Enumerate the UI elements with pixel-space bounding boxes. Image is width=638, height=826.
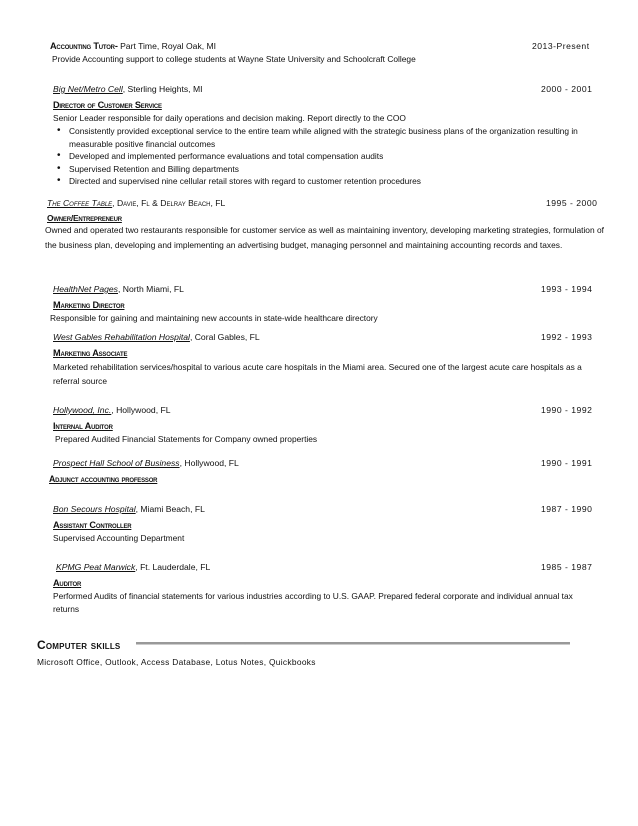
job-title: Owner/Entrepreneur	[47, 213, 122, 223]
job-description: Performed Audits of financial statements for various industries according to U.S. GAAP. Prepared federal corporate and individual annual tax returns	[53, 591, 573, 614]
job-header: Big Net/Metro Cell, Sterling Heights, MI	[53, 84, 203, 94]
job-dates: 1995 - 2000	[546, 198, 598, 208]
job-org: Accounting Tutor-	[50, 41, 118, 51]
bullet-item: • Directed and supervised nine cellular retail stores with regard to customer retention procedures	[55, 175, 615, 188]
job-org: The Coffee Table	[47, 198, 113, 208]
job-title: Director of Customer Service	[53, 100, 162, 110]
job-header: West Gables Rehabilitation Hospital, Coral Gables, FL	[53, 332, 260, 342]
job-description: Prepared Audited Financial Statements for Company owned properties	[55, 434, 318, 444]
computer-skills-section	[0, 636, 638, 669]
bullet-item: • Supervised Retention and Billing departments	[55, 163, 615, 176]
job-header: Prospect Hall School of Business, Hollywood, FL	[53, 458, 239, 468]
job-title: Assistant Controller	[53, 520, 132, 530]
job-entry-west-gables	[0, 330, 638, 388]
bullet-item: • Developed and implemented performance evaluations and total compensation audits	[55, 150, 615, 163]
job-org: Prospect Hall School of Business	[53, 458, 180, 468]
job-dates: 2000 - 2001	[541, 84, 593, 94]
job-description: Supervised Accounting Department	[53, 533, 185, 543]
job-title: Adjunct accounting professor	[49, 474, 158, 484]
job-entry-healthnet	[0, 282, 638, 325]
job-header: Hollywood, Inc., Hollywood, FL	[53, 405, 171, 415]
job-org: Hollywood, Inc.	[53, 405, 112, 415]
job-bullets	[55, 125, 615, 188]
job-org: Big Net/Metro Cell	[53, 84, 123, 94]
job-entry-big-net	[0, 82, 638, 188]
job-location: Miami Beach, FL	[140, 504, 205, 514]
job-description: Marketed rehabilitation services/hospital to various acute care hospitals in the Miami area. Secured one of the largest acute care hospitals as a referral source	[53, 362, 582, 386]
job-header: HealthNet Pages, North Miami, FL	[53, 284, 184, 294]
job-dates: 1992 - 1993	[541, 332, 593, 342]
job-description: Provide Accounting support to college students at Wayne State University and Schoolcraft College	[52, 54, 416, 64]
job-header: The Coffee Table, Davie, Fl & Delray Beach, FL	[47, 198, 226, 208]
job-entry-kpmg	[0, 560, 638, 616]
section-divider	[136, 642, 570, 645]
job-description: Responsible for gaining and maintaining new accounts in state-wide healthcare directory	[50, 313, 378, 323]
job-description: Senior Leader responsible for daily operations and decision making. Report directly to the COO	[53, 113, 406, 123]
section-heading: Computer skills	[37, 638, 121, 652]
job-location: Hollywood, FL	[116, 405, 171, 415]
computer-skills-text: Microsoft Office, Outlook, Access Database, Lotus Notes, Quickbooks	[37, 657, 316, 667]
job-header	[50, 39, 216, 53]
job-title: Internal Auditor	[53, 421, 113, 431]
job-location: Part Time, Royal Oak, MI	[120, 41, 217, 51]
job-dates: 1990 - 1992	[541, 405, 593, 415]
job-title: Marketing Director	[53, 300, 125, 310]
job-title: Marketing Associate	[53, 348, 128, 358]
job-org: West Gables Rehabilitation Hospital	[53, 332, 190, 342]
job-entry-hollywood-inc	[0, 403, 638, 446]
job-entry-coffee-table	[0, 196, 638, 253]
job-header: KPMG Peat Marwick, Ft. Lauderdale, FL	[56, 562, 211, 572]
job-org: Bon Secours Hospital	[53, 504, 136, 514]
job-entry-bon-secours	[0, 502, 638, 545]
job-location: North Miami, FL	[122, 284, 184, 294]
job-dates: 1987 - 1990	[541, 504, 593, 514]
job-header: Bon Secours Hospital, Miami Beach, FL	[53, 504, 205, 514]
job-dates: 1990 - 1991	[541, 458, 593, 468]
job-location: Hollywood, FL	[184, 458, 239, 468]
job-description: Owned and operated two restaurants responsible for customer service as well as maintaining inventory, developing marketing strategies, formulation of the business plan, developing and implementing an advertising budget, managing personnel and maintaining accounting records and taxes.	[45, 225, 604, 250]
job-location: Coral Gables, FL	[194, 332, 260, 342]
job-location: Davie, Fl & Delray Beach, FL	[116, 198, 226, 208]
job-dates: 2013-Present	[532, 41, 590, 51]
job-title: Auditor	[53, 578, 82, 588]
job-org: HealthNet Pages	[53, 284, 118, 294]
job-entry-prospect-hall	[0, 456, 638, 486]
job-location: Sterling Heights, MI	[127, 84, 203, 94]
job-location: Ft. Lauderdale, FL	[140, 562, 211, 572]
job-entry-accounting-tutor	[0, 39, 638, 66]
job-org: KPMG Peat Marwick	[56, 562, 136, 572]
job-dates: 1993 - 1994	[541, 284, 593, 294]
bullet-item: • Consistently provided exceptional service to the entire team while aligned with the strategic business plans of the organization resulting in measurable positive financial outcomes	[55, 125, 615, 150]
job-dates: 1985 - 1987	[541, 562, 593, 572]
